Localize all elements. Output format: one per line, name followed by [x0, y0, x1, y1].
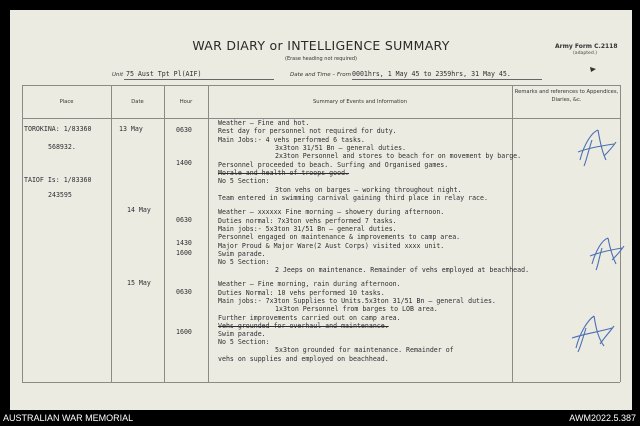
summary-line: Swim parade. — [218, 330, 266, 338]
summary-line: Main jobs:- 7x3ton Supplies to Units.5x3ton 31/51 Bn – general duties. — [218, 297, 496, 305]
summary-line: Further improvements carried out on camp area. — [218, 314, 401, 322]
place-name: TOROKINA: 1/83360 — [24, 125, 92, 133]
date-time-label: Date and Time – From — [290, 72, 352, 78]
unit-value: 75 Aust Tpt Pl(AIF) — [126, 70, 202, 78]
summary-line: Duties Normal: 10 vehs performed 10 tasks. — [218, 289, 385, 297]
summary-line: Major Proud & Major Ware(2 Aust Corps) visited xxxx unit. — [218, 242, 445, 250]
summary-line: Swim parade. — [218, 250, 266, 258]
summary-line: Duties normal: 7x3ton vehs performed 7 tasks. — [218, 217, 397, 225]
place-name: TAIOF Is: 1/83360 — [24, 176, 92, 184]
hour-entry: 1600 — [176, 249, 192, 257]
date-entry: 15 May — [127, 279, 151, 287]
summary-line: Weather – Fine morning, rain during afternoon. — [218, 280, 401, 288]
summary-line: Vehs grounded for overhaul and maintenance. — [218, 322, 389, 330]
hour-entry: 0630 — [176, 216, 192, 224]
summary-line: Rest day for personnel not required for duty. — [218, 127, 397, 135]
place-ref: 243595 — [48, 191, 72, 199]
date-underline — [352, 79, 542, 80]
handwritten-initial-icon — [566, 306, 618, 358]
summary-line: Personnel proceeded to beach. Surfing and Organised games. — [218, 161, 449, 169]
date-time-value: 0001hrs, 1 May 45 to 2359hrs, 31 May 45. — [352, 70, 511, 78]
summary-line: 1x3ton Personnel from barges to LOB area. — [275, 305, 438, 313]
page-title: WAR DIARY or INTELLIGENCE SUMMARY — [192, 38, 450, 53]
footer-archive-name: AUSTRALIAN WAR MEMORIAL — [3, 413, 134, 423]
summary-line: Team entered in swimming carnival gaining third place in relay race. — [218, 194, 488, 202]
col-rule — [111, 85, 112, 382]
summary-line: Weather – xxxxxx Fine morning – showery during afternoon. — [218, 208, 445, 216]
col-header-date: Date — [131, 99, 144, 105]
hour-entry: 1600 — [176, 328, 192, 336]
col-header-hour: Hour — [179, 99, 193, 105]
handwritten-initial-icon — [582, 228, 628, 276]
summary-line: Main Jobs:- 4 vehs performed 6 tasks. — [218, 136, 365, 144]
date-entry: 13 May — [119, 125, 143, 133]
hour-entry: 0630 — [176, 288, 192, 296]
hour-entry: 1430 — [176, 239, 192, 247]
summary-line: vehs on supplies and employed on beachhead. — [218, 355, 389, 363]
summary-line: 2 Jeeps on maintenance. Remainder of vehs employed at beachhead. — [275, 266, 530, 274]
hour-entry: 1400 — [176, 159, 192, 167]
col-header-summary: Summary of Events and Information — [312, 99, 407, 105]
summary-line: 5x3ton grounded for maintenance. Remainder of — [275, 346, 454, 354]
summary-line: 3x3ton 31/51 Bn – general duties. — [275, 144, 407, 152]
summary-line: Weather – Fine and hot. — [218, 119, 310, 127]
summary-line: 3ton vehs on barges – working throughout night. — [275, 186, 462, 194]
arrow-mark-icon — [588, 64, 598, 74]
col-header-remarks: Remarks and references to Appendices, Diaries, &c. — [514, 89, 619, 103]
unit-underline — [124, 79, 274, 80]
col-rule — [22, 85, 23, 382]
footer-item-id: AWM2022.5.387 — [569, 413, 636, 423]
diary-page — [10, 10, 632, 410]
place-ref: 568932. — [48, 143, 76, 151]
handwritten-initial-icon — [570, 122, 620, 172]
hour-entry: 0630 — [176, 126, 192, 134]
summary-line: No 5 Section: — [218, 177, 270, 185]
summary-line: 2x3ton Personnel and stores to beach for on movement by barge. — [275, 152, 522, 160]
col-header-place: Place — [59, 99, 74, 105]
summary-line: Personnel engaged on maintenance & improvements to camp area. — [218, 233, 461, 241]
page-subtitle: (Erase heading not required) — [285, 56, 357, 62]
form-sub: (adapted.) — [573, 51, 598, 56]
summary-line: No 5 Section: — [218, 258, 270, 266]
col-rule — [164, 85, 165, 382]
col-rule — [512, 85, 513, 382]
date-entry: 14 May — [127, 206, 151, 214]
col-rule — [208, 85, 209, 382]
table-bottom-rule — [22, 382, 620, 383]
summary-line: Main jobs:- 5x3ton 31/51 Bn – general duties. — [218, 225, 397, 233]
form-label: Army Form C.2118 — [555, 43, 618, 50]
summary-line: Morale and health of troops good. — [218, 169, 350, 177]
unit-label: Unit — [112, 72, 124, 78]
summary-line: No 5 Section: — [218, 338, 270, 346]
